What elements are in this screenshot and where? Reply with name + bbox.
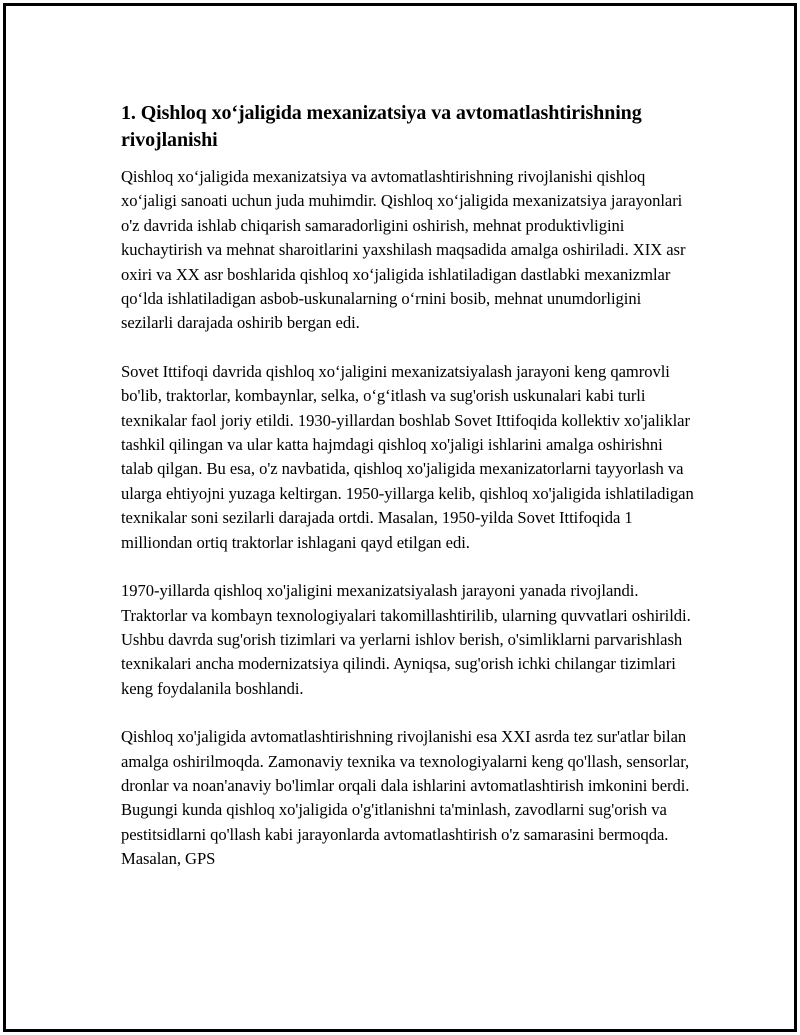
section-heading: 1. Qishloq xo‘jaligida mexanizatsiya va avtomatlashtirishning rivojlanishi [121, 102, 642, 151]
document-body [121, 100, 696, 896]
paragraph-1: Qishloq xo‘jaligida mexanizatsiya va avtomatlashtirishning rivojlanishi qishloq xo‘jaligi sanoati uchun juda muhimdir. Qishloq xo‘jaligida mexanizatsiya jarayonlari o'z davrida ishlab chiqarish samaradorligini oshirish, mehnat produktivligini kuchaytirish va mehnat sharoitlarini yaxshilash maqsadida amalga oshiriladi. XIX asr oxiri va XX asr boshlarida qishloq xo‘jaligida ishlatiladigan dastlabki mexanizmlar qo‘lda ishlatiladigan asbob-uskunalarning o‘rnini bosib, mehnat unumdorligini sezilarli darajada oshirib bergan edi. [121, 167, 686, 333]
paragraph-4: Qishloq xo'jaligida avtomatlashtirishning rivojlanishi esa XXI asrda tez sur'atlar bilan amalga oshirilmoqda. Zamonaviy texnika va texnologiyalarni keng qo'llash, sensorlar, dronlar va noan'anaviy bo'limlar orqali dala ishlarini avtomatlashtirish imkonini berdi. Bugungi kunda qishloq xo'jaligida o'g'itlanishni ta'minlash, zavodlarni sug'orish va pestitsidlarni qo'llash kabi jarayonlarda avtomatlashtirish o'z samarasini bermoqda. Masalan, GPS [121, 727, 690, 869]
paragraph-3: 1970-yillarda qishloq xo'jaligini mexanizatsiyalash jarayoni yanada rivojlandi. Traktorlar va kombayn texnologiyalari takomillashtirilib, ularning quvvatlari oshirildi. Ushbu davrda sug'orish tizimlari va yerlarni ishlov berish, o'simliklarni parvarishlash texnikalari ancha modernizatsiya qilindi. Ayniqsa, sug'orish ichki chilangar tizimlari keng foydalanila boshlandi. [121, 581, 691, 698]
paragraph-2: Sovet Ittifoqi davrida qishloq xo‘jaligini mexanizatsiyalash jarayoni keng qamrovli bo'lib, traktorlar, kombaynlar, selka, o‘g‘itlash va sug'orish uskunalari kabi turli texnikalar faol joriy etildi. 1930-yillardan boshlab Sovet Ittifoqida kollektiv xo'jaliklar tashkil qilingan va ular katta hajmdagi qishloq xo'jaligi ishlarini amalga oshirishni talab qilgan. Bu esa, o'z navbatida, qishloq xo'jaligida mexanizatorlarni tayyorlash va ularga ehtiyojni yuzaga keltirgan. 1950-yillarga kelib, qishloq xo'jaligida ishlatiladigan texnikalar soni sezilarli darajada ortdi. Masalan, 1950-yilda Sovet Ittifoqida 1 milliondan ortiq traktorlar ishlagani qayd etilgan edi. [121, 361, 694, 552]
page-frame [3, 3, 797, 1032]
